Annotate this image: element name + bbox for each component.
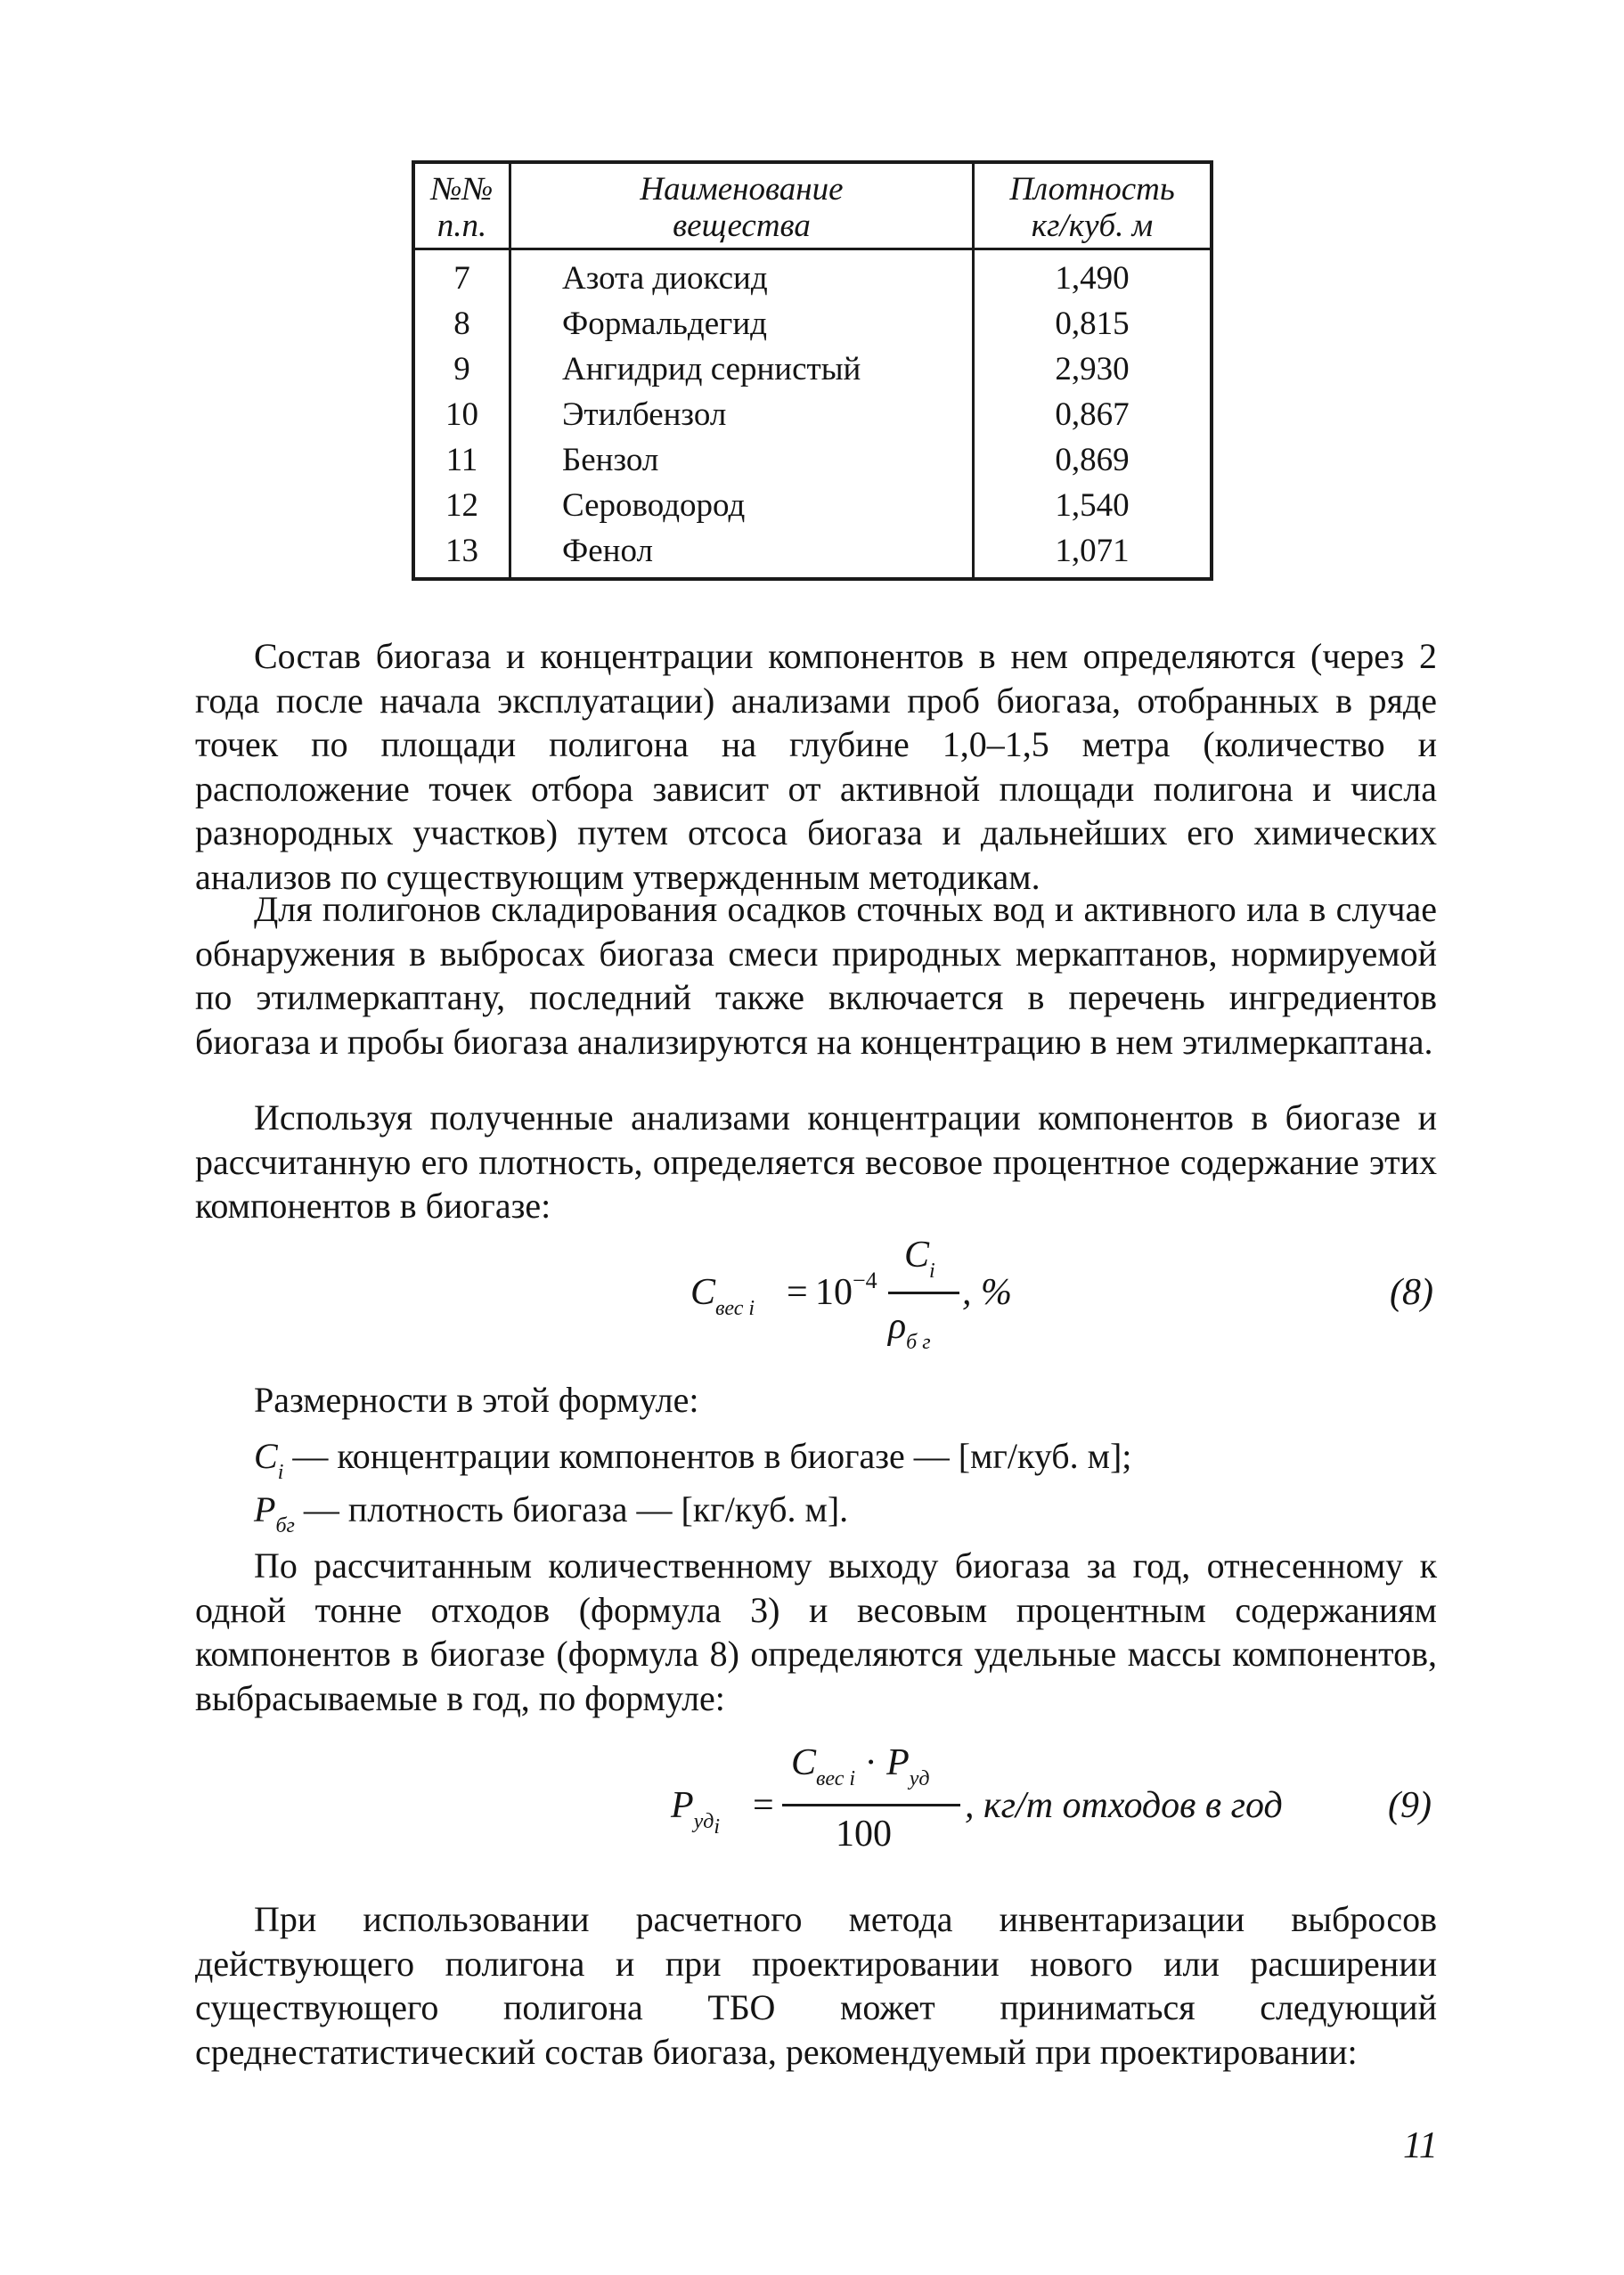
formula8-fraction-bar: [888, 1292, 959, 1294]
paragraph-specific-masses: По рассчитанным количественному выходу биогаза за год, отнесенному к одной тонне отходов (формула 3) и весовым процентным содержаниям компонентов в биогазе (формула 8) определяются удельные массы компонентов, выбрасываемые в год, по формуле:: [195, 1545, 1437, 1718]
table-row: [413, 483, 1212, 528]
row-number: 7: [413, 249, 510, 302]
density-value: 1,540: [974, 483, 1212, 528]
row-number: 13: [413, 528, 510, 579]
page-number: 11: [1403, 2125, 1438, 2166]
substance-name: Фенол: [510, 528, 974, 579]
substance-name: Азота диоксид: [510, 249, 974, 302]
table-row: [413, 301, 1212, 347]
formula9-fraction-bar: [782, 1804, 960, 1806]
header-density: Плотность кг/куб. м: [974, 162, 1212, 249]
row-number: 11: [413, 437, 510, 483]
substance-name: Сероводород: [510, 483, 974, 528]
formula-8: [690, 1234, 1065, 1358]
density-value: 2,930: [974, 347, 1212, 392]
density-value: 0,867: [974, 392, 1212, 437]
density-value: 1,071: [974, 528, 1212, 579]
substance-name: Бензол: [510, 437, 974, 483]
formula8-equals: =: [787, 1272, 808, 1313]
density-table: [412, 160, 1213, 581]
header-number: №№ п.п.: [413, 162, 510, 249]
formula9-denominator: 100: [836, 1814, 892, 1855]
formula9-numerator: $C_{вес i} \cdot P_{уд}$: [791, 1742, 930, 1790]
table-header-row: [413, 162, 1212, 249]
dimension-density: $P_{бг}$ — плотность биогаза — [кг/куб. м].: [254, 1489, 849, 1537]
paragraph-weight-percent-intro: Используя полученные анализами концентрации компонентов в биогазе и рассчитанную его плотность, определяется весовое процентное содержание этих компонентов в биогазе:: [195, 1097, 1437, 1227]
table-row: [413, 437, 1212, 483]
substance-name: Ангидрид сернистый: [510, 347, 974, 392]
formula8-numerator: $C_i$: [904, 1235, 935, 1283]
formula8-number: (8): [1390, 1272, 1433, 1313]
table-row: [413, 528, 1212, 579]
formula9-number: (9): [1388, 1785, 1432, 1826]
paragraph-biogas-composition: Состав биогаза и концентрации компонентов в нем определяются (через 2 года после начала эксплуатации) анализами проб биогаза, отобранных в ряде точек по площади полигона на глубине 1,0–1,5 метра (количество и расположение точек отбора зависит от активной площади полигона и числа разнородных участков) путем отсоса биогаза и дальнейших его химических анализов по существующим утвержденным методикам.: [195, 636, 1437, 897]
table-row: [413, 392, 1212, 437]
table-row: [413, 347, 1212, 392]
formula-9: [671, 1741, 1348, 1866]
formula8-power: $10^{-4}$: [815, 1268, 877, 1313]
paragraph-sludge-landfills: Для полигонов складирования осадков сточных вод и активного ила в случае обнаружения в выбросах биогаза смеси природных меркаптанов, нормируемой по этилмеркаптану, последний также включается в перечень ингредиентов биогаза и пробы биогаза анализируются на концентрацию в нем этилмеркаптана.: [195, 889, 1437, 1062]
formula9-unit: , кг/т отходов в год: [965, 1785, 1283, 1826]
formula9-equals: =: [753, 1785, 774, 1826]
header-substance-name: Наименование вещества: [510, 162, 974, 249]
formula8-unit: , %: [962, 1272, 1012, 1313]
dimensions-title: Размерности в этой формуле:: [254, 1380, 699, 1420]
table-row: [413, 249, 1212, 302]
density-value: 0,869: [974, 437, 1212, 483]
density-value: 1,490: [974, 249, 1212, 302]
row-number: 9: [413, 347, 510, 392]
formula8-denominator: $\rho_{б г}$: [888, 1306, 931, 1354]
row-number: 10: [413, 392, 510, 437]
density-value: 0,815: [974, 301, 1212, 347]
row-number: 12: [413, 483, 510, 528]
paragraph-calculation-method: При использовании расчетного метода инвентаризации выбросов действующего полигона и при проектировании нового или расширении существующего полигона ТБО может приниматься следующий среднестатистический состав биогаза, рекомендуемый при проектировании:: [195, 1899, 1437, 2072]
substance-name: Этилбензол: [510, 392, 974, 437]
dimension-concentration: $C_i$ — концентрации компонентов в биогазе — [мг/куб. м];: [254, 1436, 1132, 1484]
substance-name: Формальдегид: [510, 301, 974, 347]
row-number: 8: [413, 301, 510, 347]
formula8-lhs: $C_{вес i}$: [690, 1272, 755, 1320]
formula9-lhs: $P_{удi}$: [671, 1785, 721, 1839]
